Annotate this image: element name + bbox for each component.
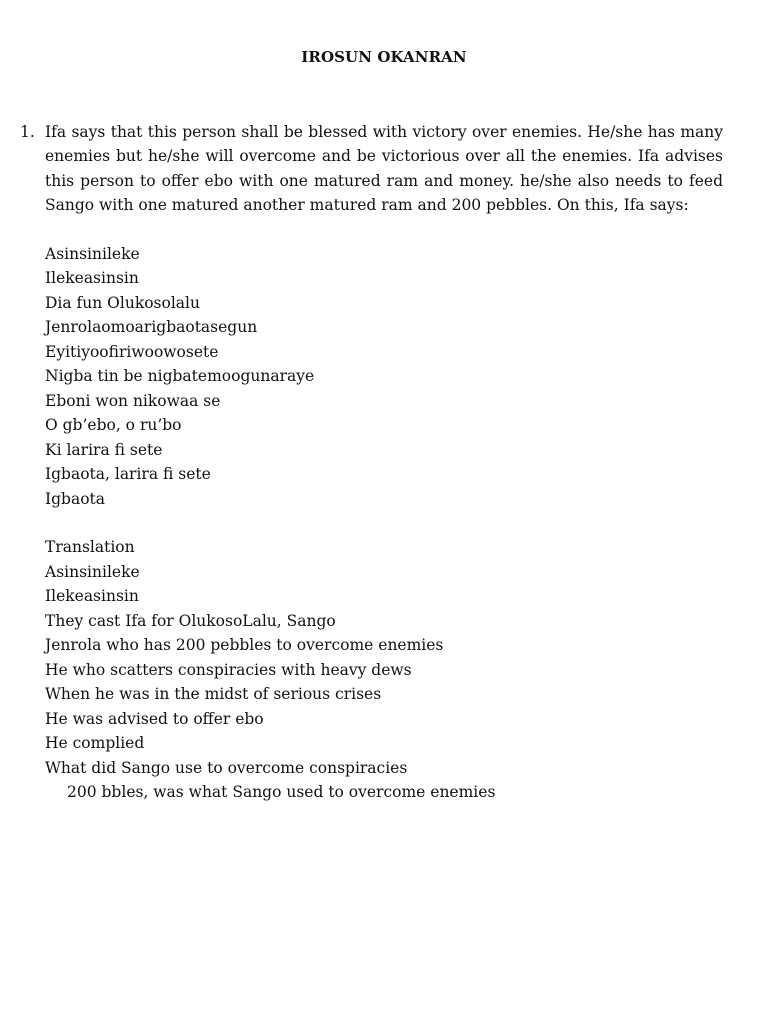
- translation-heading: Translation: [45, 538, 135, 557]
- verse-line: Igbaota, larira fi sete: [45, 465, 211, 484]
- verse-line: Nigba tin be nigbatemoogunaraye: [45, 367, 315, 386]
- translation-line: What did Sango use to overcome conspiracies: [45, 758, 408, 777]
- document-title: IROSUN OKANRAN: [301, 48, 467, 66]
- verse-line: O gb’ebo, o ru’bo: [45, 416, 182, 435]
- verse-line: Asinsinileke: [45, 244, 140, 263]
- verse-line: Eyitiyoofiriwoowosete: [45, 342, 219, 361]
- translation-line: Jenrola who has 200 pebbles to overcome enemies: [45, 636, 444, 655]
- translation-line: When he was in the midst of serious crises: [45, 685, 382, 704]
- item-number: 1.: [20, 123, 35, 141]
- translation-line: He was advised to offer ebo: [45, 709, 264, 728]
- verse-line: Ki larira fi sete: [45, 440, 163, 459]
- verse-line: Jenrolaomoarigbaotasegun: [45, 318, 258, 337]
- translation-line: Asinsinileke: [45, 562, 140, 581]
- intro-paragraph: Ifa says that this person shall be blessed with victory over enemies. He/she has many enemies but he/she will overcome and be victorious over all the enemies. Ifa advises this person to offer ebo with one matured ram and money. he/she also needs to feed Sango with one matured another matured ram and 200 pebbles. On this, Ifa says:: [45, 123, 723, 215]
- translation-list: [45, 535, 723, 805]
- translation-line: They cast Ifa for OlukosoLalu, Sango: [45, 611, 336, 630]
- translation-line: 200 bbles, was what Sango used to overcome enemies: [67, 783, 496, 802]
- translation-line: He who scatters conspiracies with heavy dews: [45, 660, 412, 679]
- numbered-item: [20, 120, 724, 805]
- verse-line: Ilekeasinsin: [45, 269, 139, 288]
- verse-line: Eboni won nikowaa se: [45, 391, 221, 410]
- verse-list: [45, 242, 723, 512]
- verse-line: Dia fun Olukosolalu: [45, 293, 200, 312]
- translation-line: He complied: [45, 734, 145, 753]
- verse-line: Igbaota: [45, 489, 106, 508]
- translation-line: Ilekeasinsin: [45, 587, 139, 606]
- item-body: [45, 120, 723, 805]
